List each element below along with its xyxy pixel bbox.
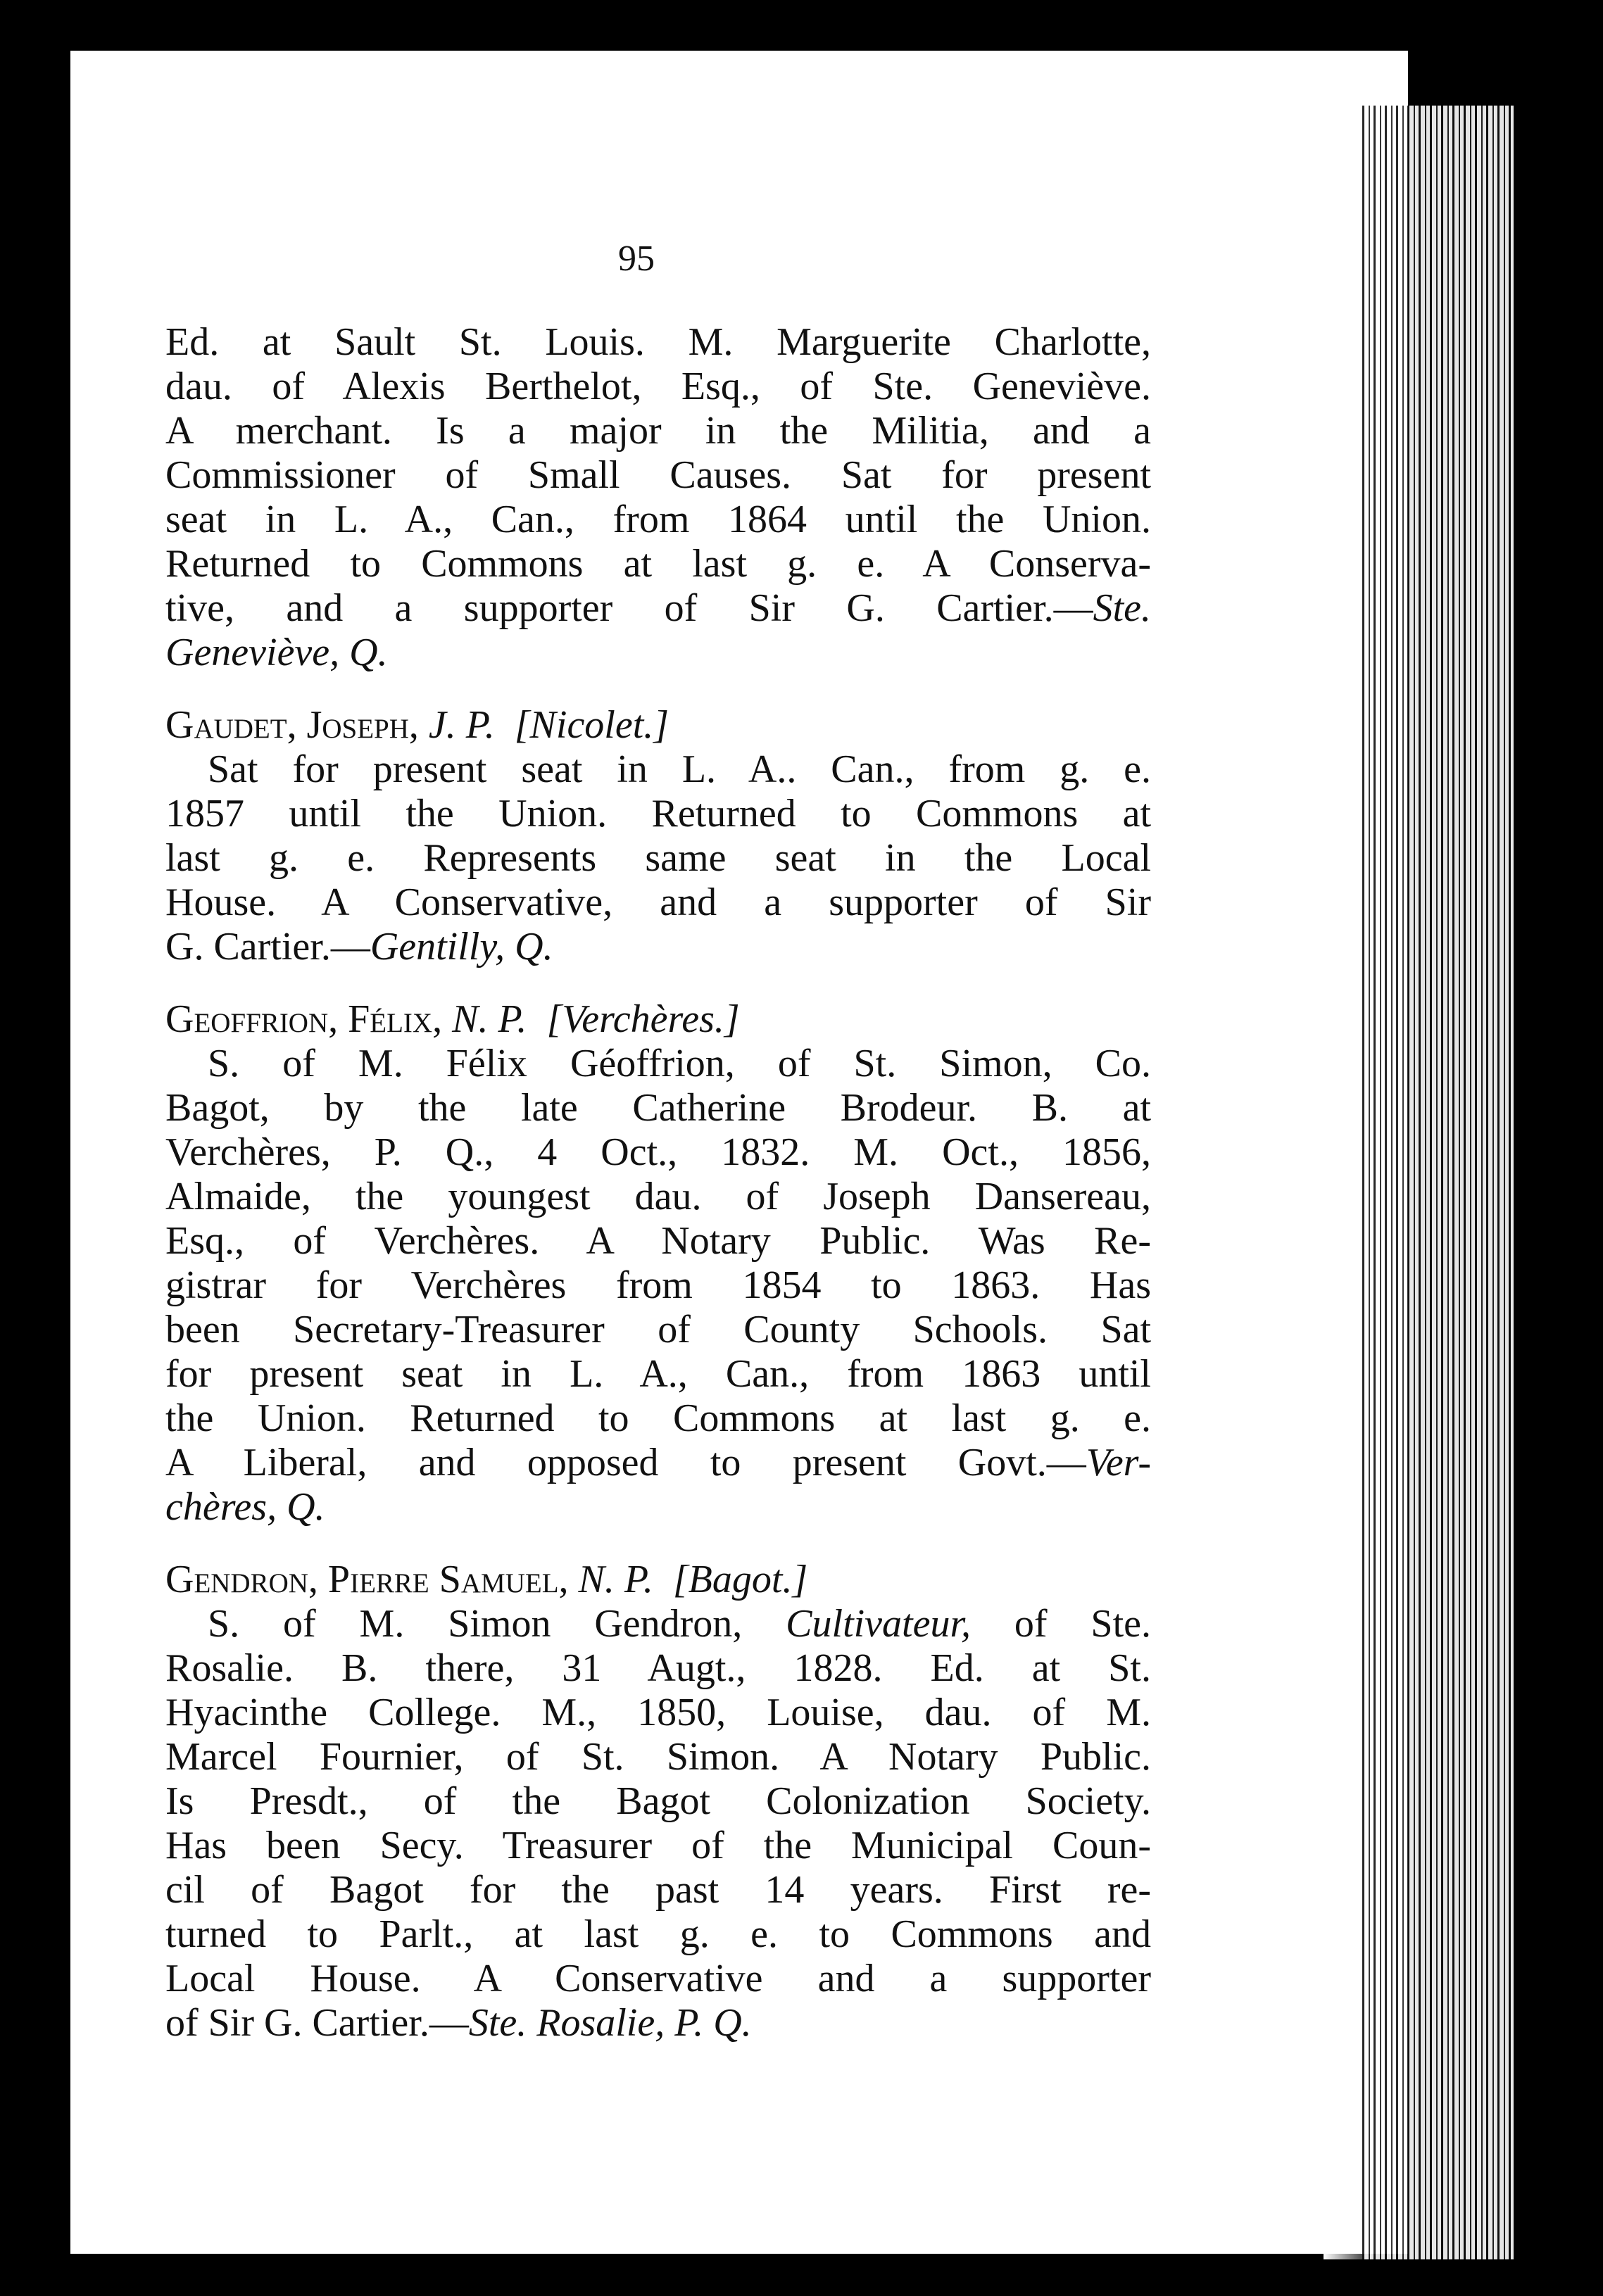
text-line: Bagot, by the late Catherine Brodeur. B. at — [165, 1086, 1151, 1130]
text-line: Hyacinthe College. M., 1850, Louise, dau. of M. — [165, 1691, 1151, 1734]
text-line: Returned to Commons at last g. e. A Conserva- — [165, 542, 1151, 586]
entry-heading — [165, 1558, 1151, 1602]
member-name: Gaudet, Joseph, — [165, 703, 419, 747]
page-number: 95 — [618, 239, 655, 279]
place-name: Ste. Rosalie, P. Q. — [468, 2001, 752, 2045]
entry-geoffrion — [165, 997, 1151, 1529]
text-line: A merchant. Is a major in the Militia, and a — [165, 409, 1151, 453]
place-name: Ste. — [1093, 586, 1151, 630]
member-title: N. P. — [578, 1558, 653, 1601]
text-line: been Secretary-Treasurer of County Schools. Sat — [165, 1308, 1151, 1351]
text-line: seat in L. A., Can., from 1864 until the Union. — [165, 498, 1151, 541]
text-line: Rosalie. B. there, 31 Augt., 1828. Ed. at St. — [165, 1646, 1151, 1690]
text-line: Esq., of Verchères. A Notary Public. Was Re- — [165, 1219, 1151, 1263]
text-line — [165, 1441, 1151, 1485]
text-line: Local House. A Conservative and a supporter — [165, 1957, 1151, 2000]
text-run: S. of M. Simon Gendron, — [208, 1602, 786, 1646]
place-name: Ver- — [1086, 1441, 1151, 1484]
text-line: Is Presdt., of the Bagot Colonization Society. — [165, 1779, 1151, 1823]
entry-gaudet — [165, 703, 1151, 969]
place-name: Gentilly, Q. — [370, 925, 553, 969]
entry-heading — [165, 997, 1151, 1042]
text-line: Ed. at Sault St. Louis. M. Marguerite Charlotte, — [165, 320, 1151, 364]
member-name: Gendron, Pierre Samuel, — [165, 1558, 569, 1601]
text-line: turned to Parlt., at last g. e. to Commons and — [165, 1912, 1151, 1956]
text-line: Commissioner of Small Causes. Sat for present — [165, 453, 1151, 497]
text-run: A Liberal, and opposed to present Govt.— — [165, 1441, 1086, 1484]
text-line: last g. e. Represents same seat in the Local — [165, 836, 1151, 880]
text-line: the Union. Returned to Commons at last g. e. — [165, 1396, 1151, 1440]
riding-name: [Verchères.] — [546, 997, 740, 1041]
place-name: chères, Q. — [165, 1485, 325, 1529]
text-line: Verchères, P. Q., 4 Oct., 1832. M. Oct., 1856, — [165, 1130, 1151, 1174]
text-line — [165, 586, 1151, 631]
text-line — [165, 2001, 1151, 2045]
text-line: House. A Conservative, and a supporter of Sir — [165, 881, 1151, 924]
text-run: of Ste. — [971, 1602, 1151, 1646]
entry-heading — [165, 703, 1151, 748]
page-text — [165, 320, 1151, 2045]
binding-edge — [39, 1619, 47, 2182]
text-line: gistrar for Verchères from 1854 to 1863. Has — [165, 1263, 1151, 1307]
text-run: of Sir G. Cartier.— — [165, 2001, 469, 2045]
place-name: Geneviève, Q. — [165, 631, 388, 674]
text-line: Almaide, the youngest dau. of Joseph Dansereau, — [165, 1175, 1151, 1218]
riding-name: [Nicolet.] — [514, 703, 670, 747]
page-edge-stack — [1362, 106, 1514, 2259]
text-line: Has been Secy. Treasurer of the Municipal Coun- — [165, 1824, 1151, 1867]
continuation-entry — [165, 320, 1151, 675]
member-title: N. P. — [452, 997, 527, 1041]
text-line: Marcel Fournier, of St. Simon. A Notary Public. — [165, 1735, 1151, 1779]
text-line: cil of Bagot for the past 14 years. First re- — [165, 1868, 1151, 1912]
text-run: tive, and a supporter of Sir G. Cartier.— — [165, 586, 1093, 630]
riding-name: [Bagot.] — [672, 1558, 808, 1601]
text-run: G. Cartier.— — [165, 925, 370, 969]
occupation: Cultivateur, — [786, 1602, 972, 1646]
text-line: 1857 until the Union. Returned to Commons at — [165, 792, 1151, 835]
text-line — [165, 925, 1151, 969]
member-title: J. P. — [428, 703, 495, 747]
entry-gendron — [165, 1558, 1151, 2045]
text-line: Sat for present seat in L. A.. Can., from g. e. — [208, 748, 1151, 791]
text-line: S. of M. Félix Géoffrion, of St. Simon, Co. — [208, 1042, 1151, 1085]
text-line: for present seat in L. A., Can., from 1863 until — [165, 1352, 1151, 1396]
member-name: Geoffrion, Félix, — [165, 997, 443, 1041]
text-line: dau. of Alexis Berthelot, Esq., of Ste. Geneviève. — [165, 365, 1151, 408]
text-line — [165, 1602, 1151, 1646]
